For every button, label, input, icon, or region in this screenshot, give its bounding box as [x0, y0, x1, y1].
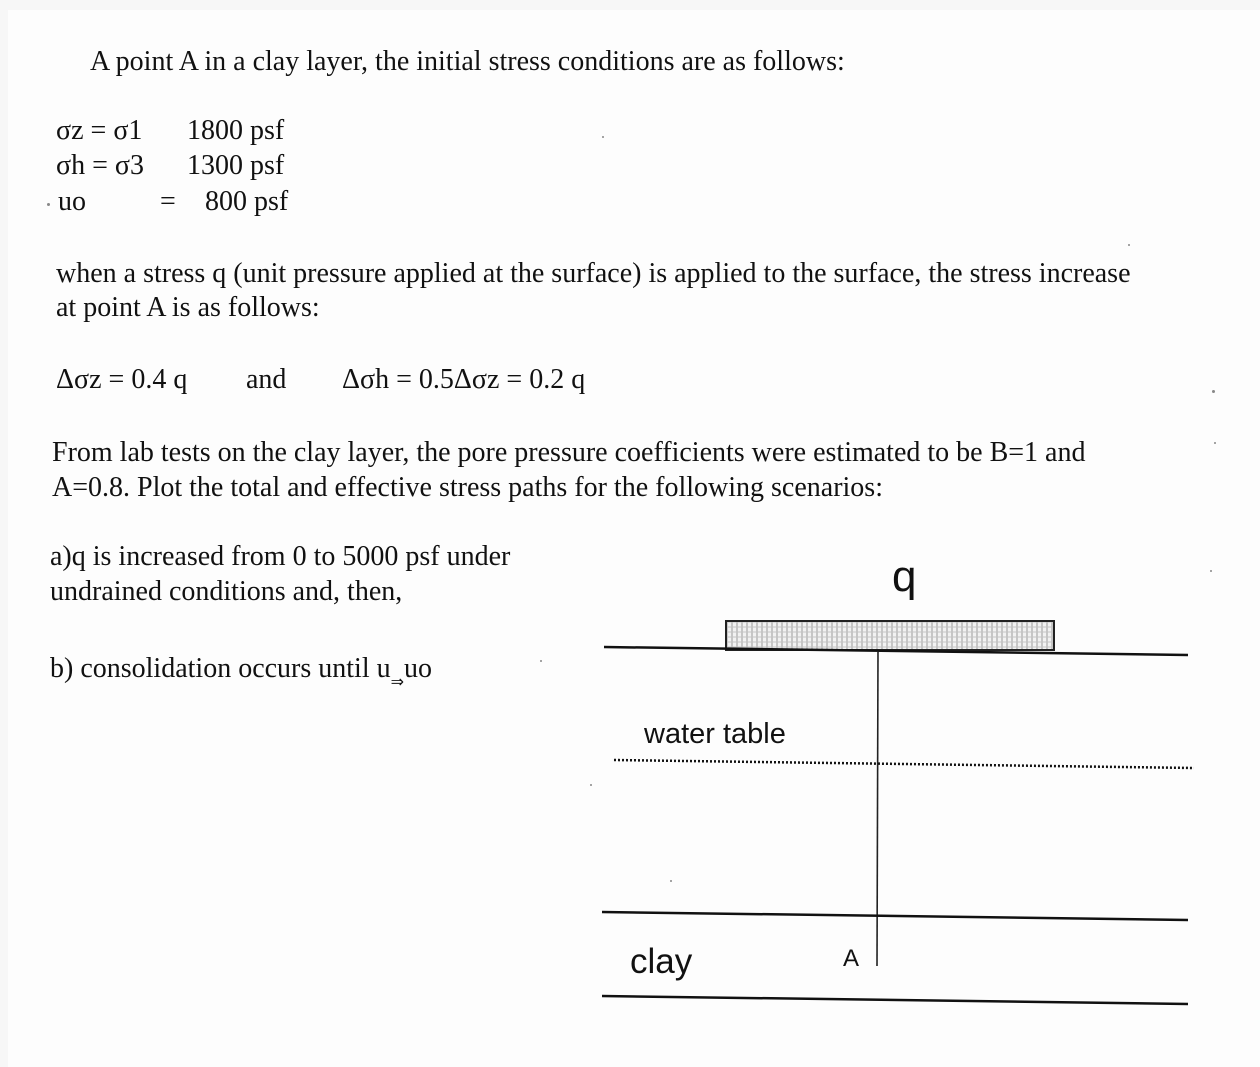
lab-test-line-1: From lab tests on the clay layer, the pore pressure coefficients were estimated to be B=1 and — [52, 437, 1086, 468]
water-table-label: water table — [644, 718, 786, 750]
condition-uo-symbol: uo — [58, 186, 86, 217]
clay-top-line — [602, 912, 1188, 920]
point-a-label: A — [843, 945, 860, 972]
condition-sigma3-value: 1300 psf — [187, 150, 285, 181]
intro-text: A point A in a clay layer, the initial stress conditions are as follows: — [90, 46, 845, 77]
scan-speck — [1212, 390, 1215, 393]
clay-bottom-line — [602, 996, 1188, 1004]
condition-uo-equals: = — [160, 186, 176, 217]
part-b-suffix: uo — [404, 653, 433, 684]
and-word: and — [246, 364, 287, 395]
scan-speck — [602, 136, 604, 138]
part-a-line-2: undrained conditions and, then, — [50, 576, 403, 607]
scan-speck — [590, 784, 592, 786]
delta-sigma-z: Δσz = 0.4 q — [56, 364, 188, 395]
condition-uo-value: 800 psf — [205, 186, 289, 217]
part-b-prefix: b) consolidation occurs until u — [50, 653, 391, 684]
condition-sigma3-symbol: σh = σ3 — [56, 150, 144, 181]
stress-increase-line-1: when a stress q (unit pressure applied at the surface) is applied to the surface, the stress increase — [56, 258, 1131, 289]
condition-sigma1-symbol: σz = σ1 — [56, 115, 143, 146]
scan-speck — [1210, 570, 1212, 572]
scan-speck — [1214, 442, 1216, 444]
clay-label: clay — [630, 942, 693, 981]
part-a-line-1: a)q is increased from 0 to 5000 psf under — [50, 541, 511, 572]
scan-speck — [670, 880, 672, 882]
water-table-line — [614, 760, 1194, 768]
part-b-arrow: ⇒ — [390, 672, 405, 691]
condition-sigma1-value: 1800 psf — [187, 115, 285, 146]
delta-sigma-h: Δσh = 0.5Δσz = 0.2 q — [342, 364, 586, 395]
scan-speck — [1128, 244, 1130, 246]
scan-speck — [47, 203, 50, 206]
center-line — [877, 652, 878, 966]
load-strip — [726, 621, 1054, 650]
lab-test-line-2: A=0.8. Plot the total and effective stress paths for the following scenarios: — [52, 472, 883, 503]
scan-speck — [540, 660, 542, 662]
load-label: q — [892, 552, 917, 601]
stress-increase-line-2: at point A is as follows: — [56, 292, 320, 323]
